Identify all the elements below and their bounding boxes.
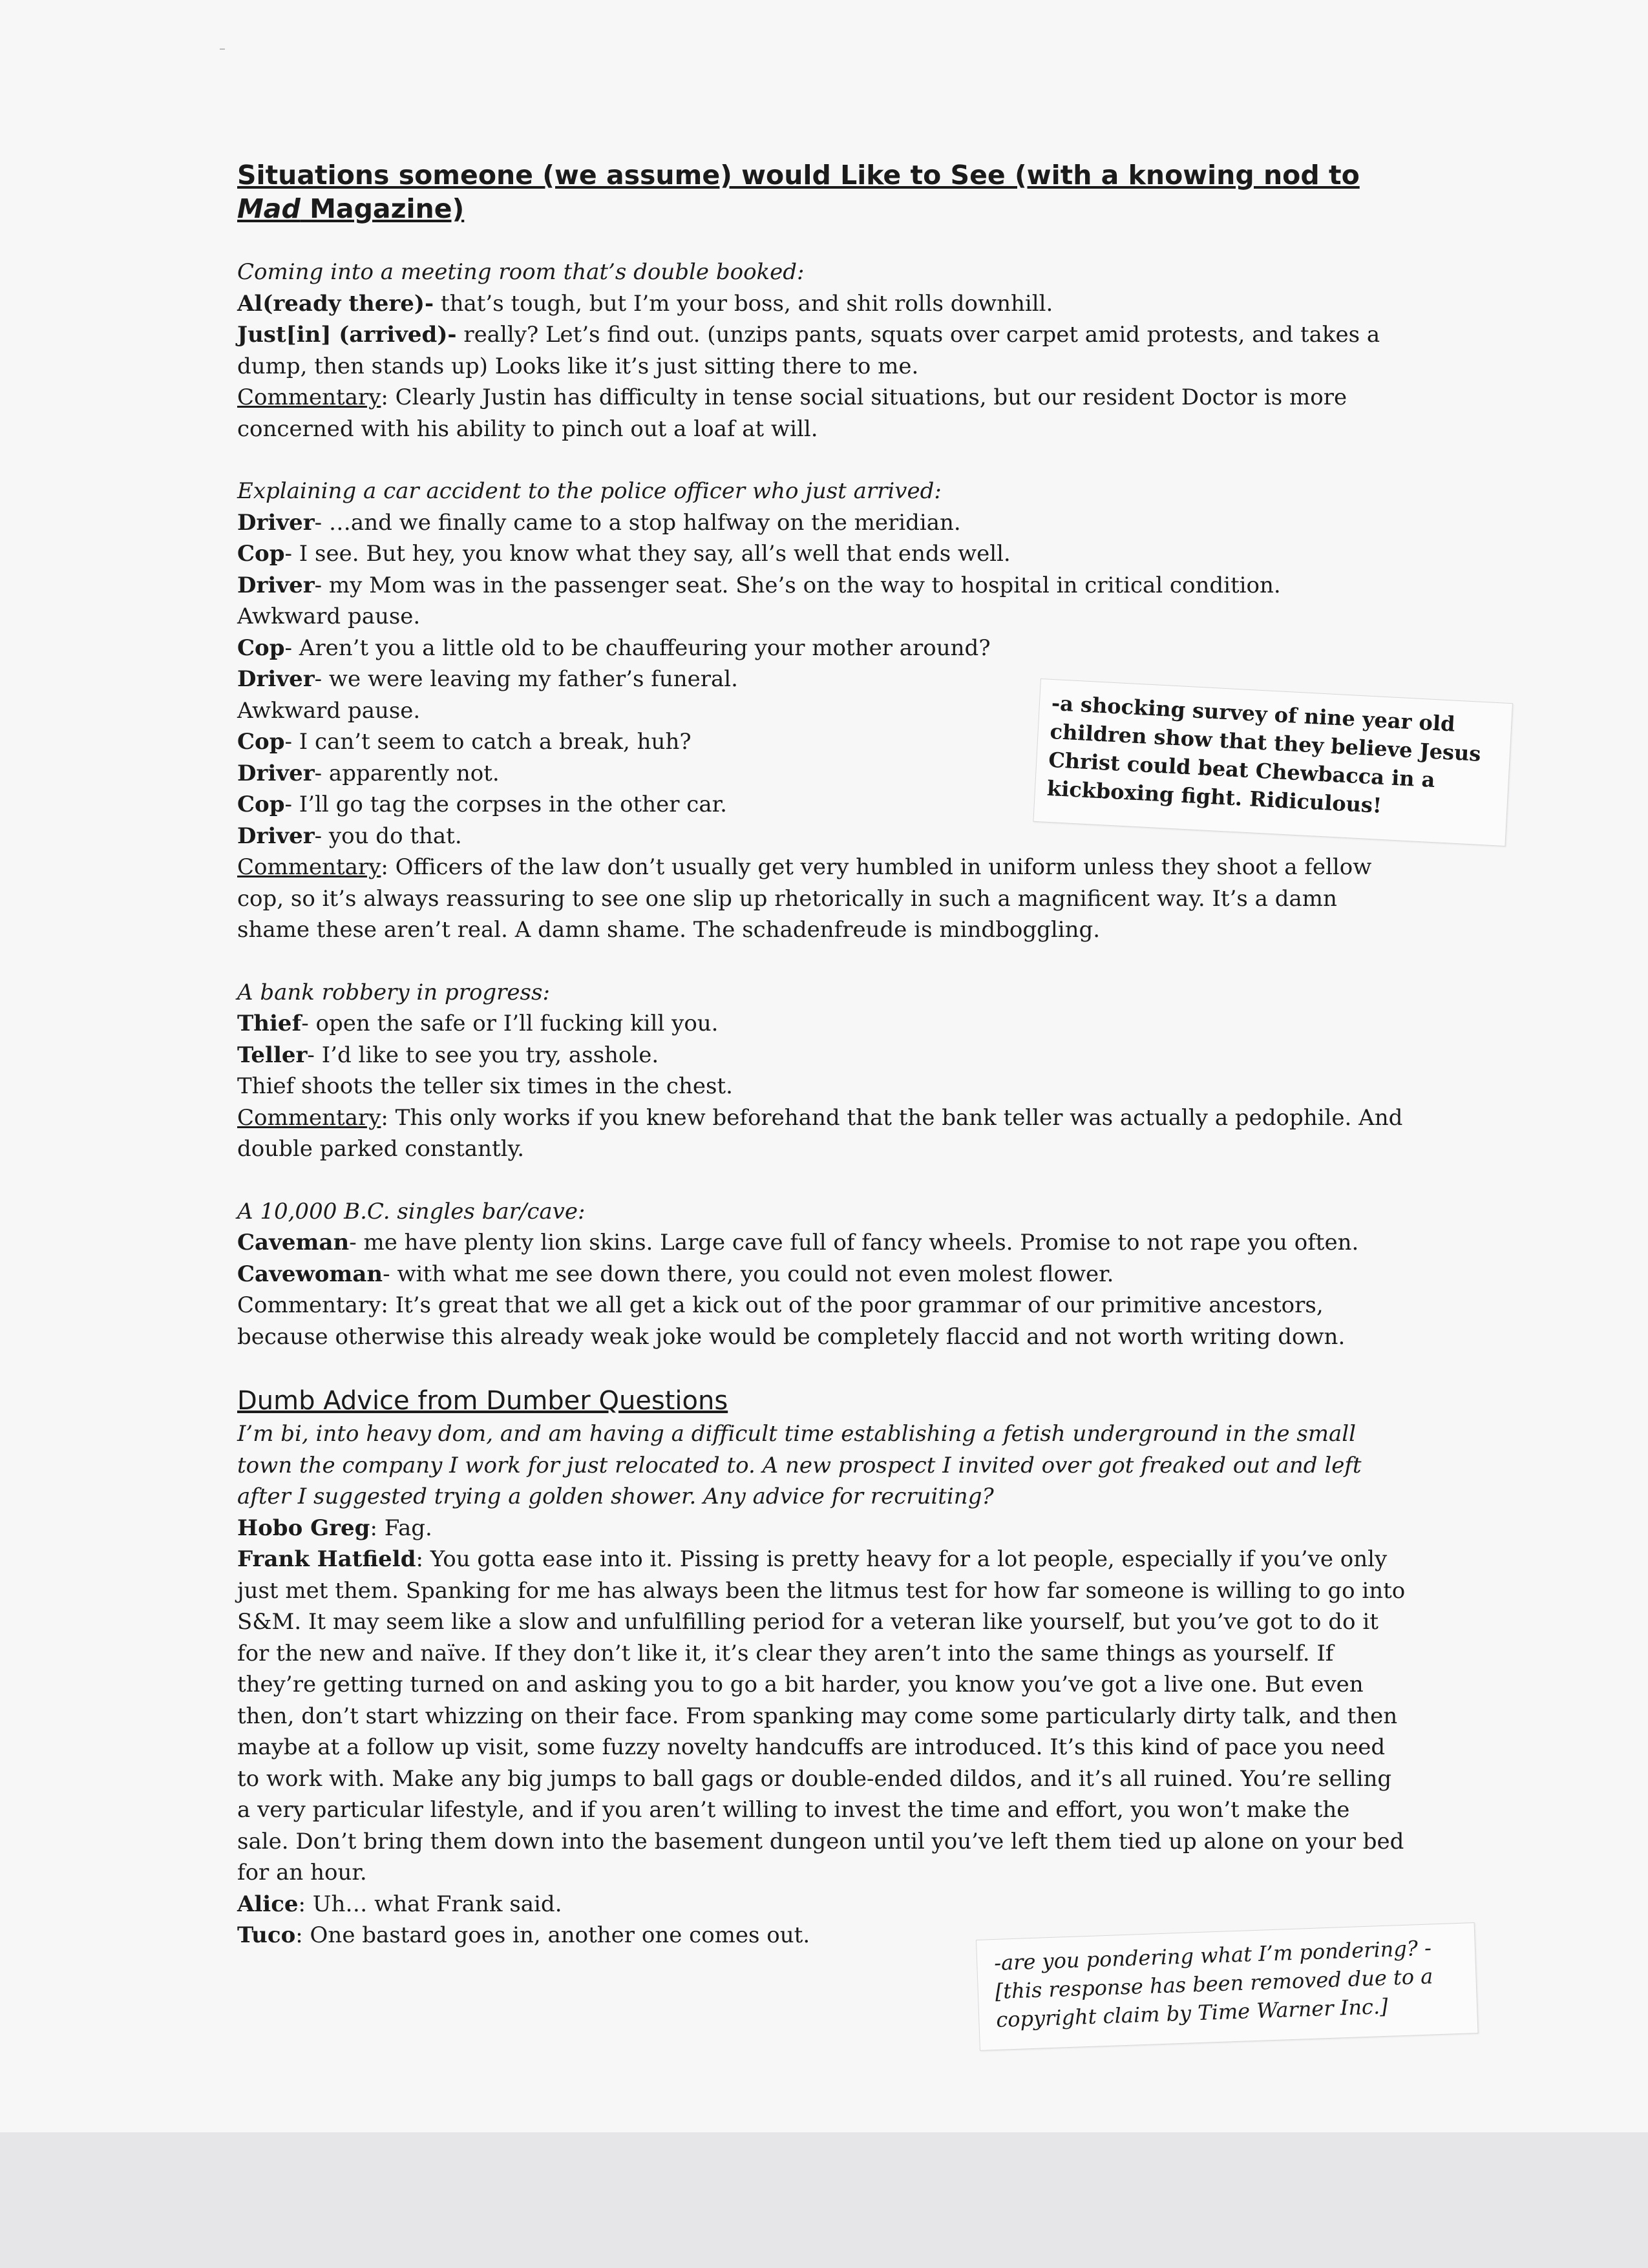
speaker-name: Caveman bbox=[237, 1230, 350, 1255]
dialogue-line bbox=[237, 1227, 1407, 1259]
title-line-2: Magazine) bbox=[300, 193, 465, 224]
commentary bbox=[237, 852, 1407, 946]
answer bbox=[237, 1544, 1407, 1889]
speaker-name: Cop bbox=[237, 729, 285, 755]
speaker-name: Cavewoman bbox=[237, 1261, 383, 1287]
answer-text: : One bastard goes in, another one comes out. bbox=[295, 1922, 810, 1948]
dialogue-line bbox=[237, 570, 1407, 602]
dialogue-line bbox=[237, 319, 1407, 382]
note-text: -a shocking survey of nine year old children show that they believe Jesus Christ could beat Chewbacca in a kickboxing fight. Ridiculous! bbox=[1046, 690, 1482, 818]
speaker-name: Thief bbox=[237, 1011, 302, 1036]
scene-bank-robbery bbox=[237, 977, 1407, 1165]
speaker-name: Driver bbox=[237, 572, 315, 598]
pasted-note-survey bbox=[1033, 678, 1513, 846]
speaker-name: Driver bbox=[237, 666, 315, 692]
answer-text: : Fag. bbox=[370, 1515, 432, 1541]
dialogue-text: - you do that. bbox=[314, 823, 462, 849]
advice-section bbox=[237, 1383, 1407, 1951]
dialogue-text: - …and we finally came to a stop halfway on the meridian. bbox=[314, 509, 961, 536]
dialogue-text: - I’ll go tag the corpses in the other car. bbox=[284, 792, 727, 817]
pasted-note-pondering bbox=[976, 1922, 1479, 2051]
commentary bbox=[237, 382, 1407, 445]
answer-text: : You gotta ease into it. Pissing is pretty heavy for a lot people, especially if you’ve only just met them. Spanking for me has always been the litmus test for how far someone is willing to go into S&M. It may seem like a slow and unfulfilling period for a veteran like yourself, but you’ve got to do it for the new and naïve. If they don’t like it, it’s clear they aren’t into the same things as yourself. If they’re getting turned on and asking you to go a bit harder, you know you’ve got a live one. But even then, don’t start whizzing on their face. From spanking may come some particularly dirty talk, and then maybe at a follow up visit, some fuzzy novelty handcuffs are introduced. It’s this kind of pace you need to work with. Make any big jumps to ball gags or double-ended dildos, and it’s all ruined. You’re selling a very particular lifestyle, and if you aren’t willing to invest the time and effort, you won’t make the sale. Don’t bring them down into the basement dungeon until you’ve left them tied up alone on your bed for an hour. bbox=[237, 1546, 1406, 1885]
speaker-name: Al(ready there)- bbox=[237, 290, 434, 317]
commentary bbox=[237, 1102, 1407, 1165]
scene-heading: A bank robbery in progress: bbox=[237, 979, 550, 1005]
dialogue-text: - my Mom was in the passenger seat. She’s on the way to hospital in critical condition. bbox=[314, 572, 1281, 598]
dialogue-line bbox=[237, 633, 1407, 664]
dialogue-text: - me have plenty lion skins. Large cave full of fancy wheels. Promise to not rape you often. bbox=[349, 1230, 1359, 1255]
stage-direction: Awkward pause. bbox=[237, 604, 421, 629]
dialogue-text: that’s tough, but I’m your boss, and shit rolls downhill. bbox=[434, 290, 1053, 317]
speaker-name: Driver bbox=[237, 760, 315, 786]
answerer-name: Tuco bbox=[237, 1922, 296, 1948]
answer bbox=[237, 1889, 1407, 1920]
answerer-name: Frank Hatfield bbox=[237, 1546, 416, 1572]
speaker-name: Teller bbox=[237, 1042, 308, 1068]
answerer-name: Alice bbox=[237, 1891, 299, 1917]
scene-heading: A 10,000 B.C. singles bar/cave: bbox=[237, 1198, 586, 1224]
commentary-label: Commentary bbox=[237, 1104, 381, 1131]
answer-text: : Uh… what Frank said. bbox=[298, 1891, 562, 1917]
dialogue-line bbox=[237, 507, 1407, 539]
scan-speck bbox=[220, 48, 225, 50]
speaker-name: Cop bbox=[237, 635, 285, 661]
dialogue-line bbox=[237, 1259, 1407, 1290]
commentary-text: : Clearly Justin has difficulty in tense social situations, but our resident Doctor is more concerned with his ability to pinch out a loaf at will. bbox=[237, 384, 1347, 442]
speaker-name: Cop bbox=[237, 541, 285, 567]
answer bbox=[237, 1513, 1407, 1544]
scene-heading: Explaining a car accident to the police officer who just arrived: bbox=[237, 478, 942, 504]
speaker-name: Just[in] (arrived)- bbox=[237, 322, 457, 348]
title-line-1: Situations someone (we assume) would Like to See (with a knowing nod to bbox=[237, 160, 1360, 191]
dialogue-text: really? Let’s find out. (unzips pants, squats over carpet amid protests, and takes a dump, then stands up) Looks like it’s just sitting there to me. bbox=[237, 322, 1380, 379]
page-title bbox=[237, 158, 1407, 226]
dialogue-line bbox=[237, 538, 1407, 570]
commentary: Commentary: It’s great that we all get a kick out of the poor grammar of our primitive ancestors, because otherwise this already weak joke would be completely flaccid and not worth writing down. bbox=[237, 1292, 1346, 1350]
title-magazine-name: Mad bbox=[237, 193, 301, 224]
note-text: -are you pondering what I’m pondering? -[this response has been removed due to a copyright claim by Time Warner Inc.] bbox=[993, 1935, 1433, 2032]
scene-singles-cave bbox=[237, 1196, 1407, 1353]
speaker-name: Driver bbox=[237, 509, 315, 536]
dialogue-line bbox=[237, 1008, 1407, 1040]
dialogue-text: - I’d like to see you try, asshole. bbox=[307, 1042, 659, 1068]
dialogue-text: - open the safe or I’ll fucking kill you. bbox=[301, 1011, 719, 1036]
dialogue-text: - Aren’t you a little old to be chauffeuring your mother around? bbox=[284, 635, 991, 661]
scene-heading: Coming into a meeting room that’s double booked: bbox=[237, 259, 805, 285]
dialogue-text: - I can’t seem to catch a break, huh? bbox=[284, 729, 692, 755]
commentary-label: Commentary bbox=[237, 854, 381, 880]
dialogue-text: - with what me see down there, you could not even molest flower. bbox=[383, 1261, 1114, 1287]
scene-meeting-room bbox=[237, 257, 1407, 445]
commentary-text: : This only works if you knew beforehand that the bank teller was actually a pedophile. And double parked constantly. bbox=[237, 1104, 1403, 1162]
dialogue-line bbox=[237, 288, 1407, 320]
document-body bbox=[237, 158, 1407, 1951]
stage-direction: Awkward pause. bbox=[237, 697, 421, 724]
dialogue-line bbox=[237, 1040, 1407, 1071]
advice-question: I’m bi, into heavy dom, and am having a difficult time establishing a fetish underground in the small town the company I work for just relocated to. A new prospect I invited over got freaked out and left after I suggested trying a golden shower. Any advice for recruiting? bbox=[237, 1421, 1362, 1509]
dialogue-text: - apparently not. bbox=[314, 760, 500, 786]
scanner-bed-margin bbox=[0, 2132, 1648, 2268]
answerer-name: Hobo Greg bbox=[237, 1515, 370, 1541]
speaker-name: Cop bbox=[237, 792, 285, 817]
dialogue-text: - I see. But hey, you know what they say, all’s well that ends well. bbox=[284, 541, 1011, 567]
commentary-label: Commentary bbox=[237, 384, 381, 410]
speaker-name: Driver bbox=[237, 823, 315, 849]
section-title: Dumb Advice from Dumber Questions bbox=[237, 1386, 728, 1416]
dialogue-text: - we were leaving my father’s funeral. bbox=[314, 666, 738, 692]
commentary-text: : Officers of the law don’t usually get very humbled in uniform unless they shoot a fellow cop, so it’s always reassuring to see one slip up rhetorically in such a magnificent way. It’s a damn shame these aren’t real. A damn shame. The schadenfreude is mindboggling. bbox=[237, 854, 1372, 943]
stage-direction: Thief shoots the teller six times in the chest. bbox=[237, 1073, 733, 1099]
